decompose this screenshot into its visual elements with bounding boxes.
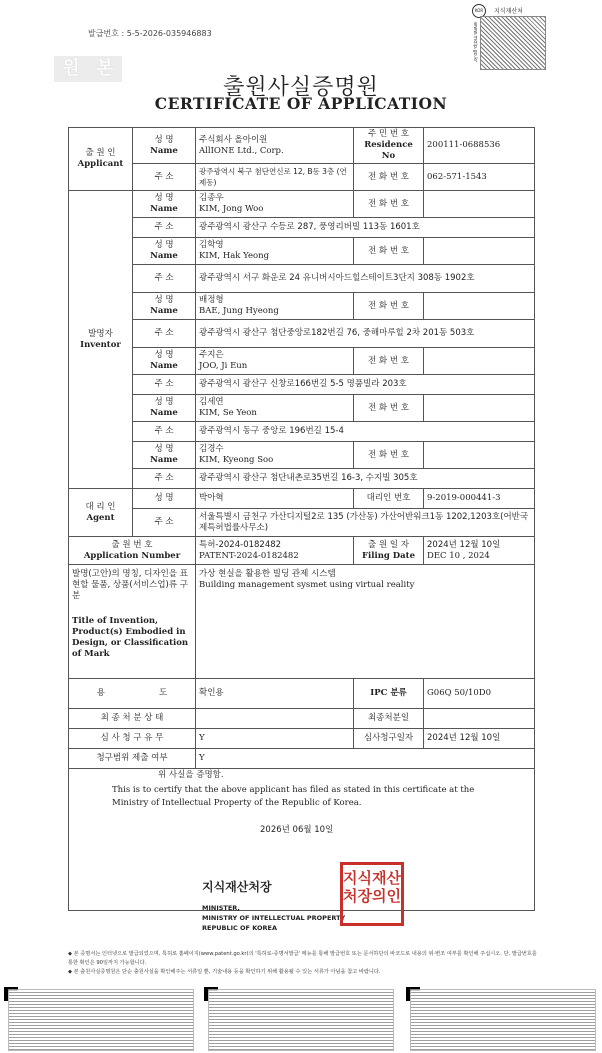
inventor-address: 광주광역시 광산구 첨단중앙로182번길 76, 중해마루힐 2차 201동 503호 [196, 320, 535, 348]
inventor-address: 광주광역시 광산구 신창로166번길 5-5 명품빌라 203호 [196, 375, 535, 395]
name-label: 성 명 [154, 193, 174, 203]
name-label-cell [133, 348, 196, 375]
note-item: ◆ 본 출원사실증명원은 단순 출원사실을 확인해주는 서류일 뿐, 기술내용 등을 확인하기 위해 활용될 수 있는 서류가 아님을 참고 바랍니다. [68, 969, 381, 975]
final-date-value [424, 709, 535, 729]
inventor-address: 광주광역시 광산구 첨단내촌로35번길 16-3, 수지빌 305호 [196, 469, 535, 489]
barcode-block [410, 989, 596, 1051]
official-seal-icon [340, 862, 404, 926]
inventor-name-ko: 배정형 [199, 295, 224, 305]
agent-address: 서울특별시 금천구 가산디지털2로 135 (가산동) 가산어반워크1동 1202,1203호(어반국제특허법률사무소) [196, 509, 535, 537]
claims-label: 청구범위 제출 여부 [69, 749, 196, 769]
filing-date-en: DEC 10 , 2024 [427, 550, 490, 561]
phone-label: 전 화 번 호 [354, 191, 424, 218]
qr-label: 지식재산처 [494, 8, 523, 15]
issue-number: 발급번호 : 5-5-2026-035946883 [88, 29, 212, 38]
address-label: 주 소 [133, 164, 196, 191]
agent-name: 박아혁 [196, 489, 354, 509]
barcode-block [8, 989, 194, 1051]
name-label-en: Name [150, 361, 178, 371]
inventor-name-en: KIM, Jong Woo [199, 204, 264, 214]
applicant-name-ko: 주식회사 올아이원 [199, 134, 268, 145]
phone-label: 전 화 번 호 [354, 442, 424, 469]
address-label: 주 소 [133, 509, 196, 537]
filing-label-cell [354, 537, 424, 565]
seal-text: 처장의인 [343, 887, 401, 905]
title-label-en: Title of Invention, Product(s) Embodied in Design, or Classification of Mark [72, 616, 189, 659]
inventor-name-ko: 김학영 [199, 240, 224, 250]
name-label-cell [133, 442, 196, 469]
inventor-header [69, 191, 133, 489]
barcode-block [208, 989, 394, 1051]
inventor-name-ko: 김세연 [199, 397, 224, 407]
inventor-phone [424, 395, 535, 422]
app-no-en: PATENT-2024-0182482 [199, 550, 299, 561]
original-mark-char: 원 [62, 58, 80, 79]
title-label-cell [69, 565, 196, 679]
note-item: ◆ 본 증명서는 인터넷으로 발급되었으며, 특허로 홈페이지(www.patent.go.kr)의 '특허로-증명서발급' 메뉴를 통해 발급번호 또는 문서하단의 바코드로 내용의 위·변조 여부를 확인해 주십시오. 단, 발급번호를 통한 확인은 90일까지 가능합니다. [68, 951, 537, 966]
residence-label-en: Residence No [364, 140, 413, 161]
certify-date: 2026년 06월 10일 [260, 825, 334, 835]
address-label: 주 소 [133, 320, 196, 348]
bottom-barcodes [0, 987, 602, 1053]
name-label-en: Name [150, 455, 178, 465]
ipc-value: G06Q 50/10D0 [424, 679, 535, 709]
phone-label: 전 화 번 호 [354, 348, 424, 375]
inventor-name-en: KIM, Hak Yeong [199, 251, 270, 261]
inventor-name-en: KIM, Se Yeon [199, 408, 257, 418]
verification-barcode [472, 4, 552, 72]
inventor-name-cell [196, 191, 354, 218]
notes [68, 950, 538, 977]
name-label-en: Name [150, 204, 178, 214]
address-label: 주 소 [133, 218, 196, 238]
name-label-cell [133, 191, 196, 218]
applicant-label: 출 원 인 [85, 148, 116, 158]
applicant-address: 광주광역시 북구 첨단연신로 12, B동 3층 (연제동) [196, 164, 354, 191]
inventor-phone [424, 348, 535, 375]
name-label: 성 명 [154, 397, 174, 407]
app-no-label-cell [69, 537, 196, 565]
inventor-phone [424, 191, 535, 218]
applicant-label-en: Applicant [77, 159, 124, 169]
original-mark-char: 본 [96, 58, 114, 79]
minister-block [202, 878, 345, 933]
inventor-address: 광주광역시 서구 화운로 24 유니버시아드힐스테이트3단지 308동 1902호 [196, 265, 535, 293]
certificate-table [68, 127, 535, 911]
app-no-label: 출 원 번 호 [111, 539, 153, 550]
residence-label: 주 민 번 호 [368, 129, 409, 139]
inventor-name-en: JOO, Ji Eun [199, 361, 248, 371]
agent-header [69, 489, 133, 537]
address-label: 주 소 [133, 265, 196, 293]
certify-line-ko: 위 사실을 증명함. [158, 770, 224, 780]
inventor-phone [424, 442, 535, 469]
app-no-label-en: Application Number [83, 550, 181, 561]
name-label-en: Name [150, 145, 178, 156]
agent-label: 대 리 인 [85, 501, 116, 512]
invention-title-cell [196, 565, 535, 679]
exam-request-date-label: 심사청구일자 [354, 729, 424, 749]
residence-no: 200111-0688536 [424, 128, 535, 164]
barcode-pattern [480, 16, 546, 70]
name-label-en: Name [150, 306, 178, 316]
phone-label: 전 화 번 호 [354, 395, 424, 422]
filing-label: 출 원 일 자 [368, 539, 409, 550]
minister-ko: 지식재산처장 [202, 880, 272, 894]
inventor-name-cell [196, 293, 354, 320]
certify-line-en-2: Ministry of Intellectual Property of the Republic of Korea. [112, 798, 362, 808]
seal-text: 지식재산 [343, 869, 401, 887]
name-label: 성 명 [133, 489, 196, 509]
kor-seal-icon: KOR [472, 4, 486, 18]
inventor-name-en: KIM, Kyeong Soo [199, 455, 274, 465]
usage-label: 용 도 [69, 679, 196, 709]
title-korean: 출원사실증명원 [223, 75, 379, 100]
ipc-label: IPC 분류 [354, 679, 424, 709]
agent-label-en: Agent [86, 512, 115, 523]
inventor-name-ko: 김경수 [199, 444, 224, 454]
inventor-address: 광주광역시 광산구 수등로 287, 풍영리버빌 113동 1601호 [196, 218, 535, 238]
exam-request-label: 심 사 청 구 유 무 [69, 729, 196, 749]
applicant-name-cell [196, 128, 354, 164]
inventor-name-cell [196, 395, 354, 422]
final-status-value [196, 709, 354, 729]
inventor-phone [424, 293, 535, 320]
name-label: 성 명 [154, 240, 174, 250]
final-date-label: 최종처분일 [354, 709, 424, 729]
agent-no: 9-2019-000441-3 [424, 489, 535, 509]
name-label-cell [133, 395, 196, 422]
name-label-cell [133, 128, 196, 164]
name-label-en: Name [150, 251, 178, 261]
filing-date-ko: 2024년 12월 10일 [427, 539, 501, 550]
qr-side-text: www.moip.go.kr [472, 22, 478, 63]
name-label: 성 명 [154, 444, 174, 454]
name-label-cell [133, 293, 196, 320]
inventor-name-en: BAE, Jung Hyeong [199, 306, 279, 316]
phone-label: 전 화 번 호 [354, 164, 424, 191]
claims-value: Y [196, 749, 535, 769]
inventor-name-cell [196, 348, 354, 375]
inventor-name-ko: 주지은 [199, 350, 224, 360]
inventor-name-cell [196, 442, 354, 469]
address-label: 주 소 [133, 469, 196, 489]
title-english: CERTIFICATE OF APPLICATION [154, 94, 448, 113]
name-label: 성 명 [154, 295, 174, 305]
minister-en-3: REPUBLIC OF KOREA [202, 924, 278, 932]
title-label: 발명(고안)의 명칭, 디자인을 표현할 물품, 상품(서비스업)류 구분 [72, 569, 188, 601]
minister-en-2: MINISTRY OF INTELLECTUAL PROPERTY [202, 914, 346, 922]
phone-label: 전 화 번 호 [354, 293, 424, 320]
applicant-name-en: AllIONE Ltd., Corp. [199, 145, 284, 156]
invention-title-en: Building management sysmet using virtual reality [199, 580, 415, 590]
name-label: 성 명 [154, 350, 174, 360]
name-label: 성 명 [154, 134, 174, 145]
certify-line-en-1: This is to certify that the above applicant has filed as stated in this certificate at the [112, 785, 475, 795]
name-label-cell [133, 238, 196, 265]
agent-no-label: 대리인 번호 [354, 489, 424, 509]
usage-value: 확인용 [196, 679, 354, 709]
inventor-label: 발명자 [88, 328, 113, 339]
filing-label-en: Filing Date [361, 550, 416, 561]
address-label: 주 소 [133, 375, 196, 395]
inventor-name-cell [196, 238, 354, 265]
applicant-header [69, 128, 133, 191]
phone-label: 전 화 번 호 [354, 238, 424, 265]
inventor-label-en: Inventor [80, 339, 121, 350]
inventor-address: 광주광역시 동구 중앙로 196번길 15-4 [196, 422, 535, 442]
invention-title-ko: 가상 현실을 활용한 빌딩 관제 시스템 [199, 569, 336, 579]
residence-label-cell [354, 128, 424, 164]
filing-cell [424, 537, 535, 565]
minister-en-1: MINISTER, [202, 904, 240, 912]
final-status-label: 최 종 처 분 상 태 [69, 709, 196, 729]
inventor-phone [424, 238, 535, 265]
inventor-name-ko: 김종우 [199, 193, 224, 203]
name-label-en: Name [150, 408, 178, 418]
exam-request-value: Y [196, 729, 354, 749]
app-no-cell [196, 537, 354, 565]
address-label: 주 소 [133, 422, 196, 442]
exam-request-date-value: 2024년 12월 10일 [424, 729, 535, 749]
app-no-ko: 특허-2024-0182482 [199, 539, 282, 550]
applicant-phone: 062-571-1543 [424, 164, 535, 191]
